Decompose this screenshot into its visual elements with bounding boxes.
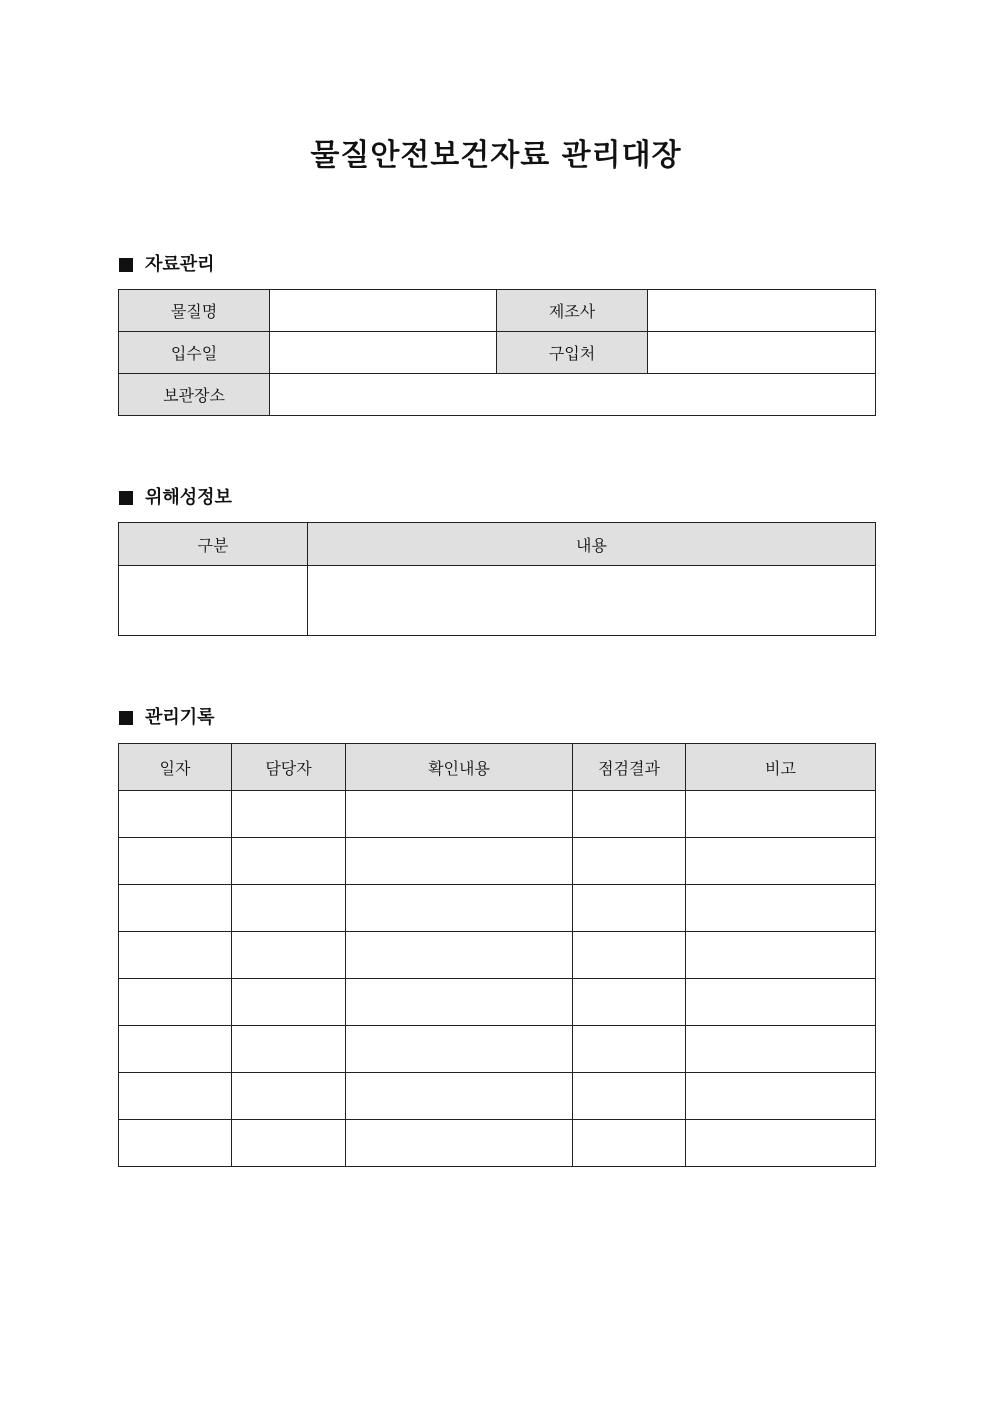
record-date-cell[interactable] xyxy=(119,1120,232,1167)
table-row xyxy=(119,1120,876,1167)
manufacturer-field[interactable] xyxy=(648,290,876,332)
manufacturer-label: 제조사 xyxy=(497,290,648,332)
receipt-date-field[interactable] xyxy=(270,332,497,374)
record-remarks-cell[interactable] xyxy=(686,791,876,838)
table-header-row xyxy=(119,744,876,791)
hazard-content-field[interactable] xyxy=(308,566,876,636)
record-remarks-cell[interactable] xyxy=(686,885,876,932)
table-row xyxy=(119,1073,876,1120)
record-person-cell[interactable] xyxy=(232,1073,346,1120)
record-details-cell[interactable] xyxy=(346,838,573,885)
section-heading-label: 위해성정보 xyxy=(145,487,232,508)
record-date-cell[interactable] xyxy=(119,1026,232,1073)
column-header-content: 내용 xyxy=(308,523,876,566)
record-result-cell[interactable] xyxy=(573,1026,686,1073)
record-result-cell[interactable] xyxy=(573,885,686,932)
substance-name-label: 물질명 xyxy=(119,290,270,332)
hazard-category-field[interactable] xyxy=(119,566,308,636)
table-row xyxy=(119,1026,876,1073)
record-person-cell[interactable] xyxy=(232,791,346,838)
section-heading-hazard-info xyxy=(119,486,232,510)
table-row xyxy=(119,932,876,979)
table-row xyxy=(119,791,876,838)
record-person-cell[interactable] xyxy=(232,885,346,932)
record-date-cell[interactable] xyxy=(119,791,232,838)
column-header-inspection-result: 점검결과 xyxy=(573,744,686,791)
hazard-info-table xyxy=(118,522,876,636)
page-title: 물질안전보건자료 관리대장 xyxy=(310,138,682,173)
section-heading-label: 관리기록 xyxy=(145,707,215,728)
column-header-check-details: 확인내용 xyxy=(346,744,573,791)
substance-name-field[interactable] xyxy=(270,290,497,332)
record-remarks-cell[interactable] xyxy=(686,1026,876,1073)
record-date-cell[interactable] xyxy=(119,979,232,1026)
data-management-table xyxy=(118,289,876,416)
management-records-table xyxy=(118,743,876,1167)
record-person-cell[interactable] xyxy=(232,838,346,885)
record-person-cell[interactable] xyxy=(232,1120,346,1167)
record-details-cell[interactable] xyxy=(346,1026,573,1073)
section-heading-label: 자료관리 xyxy=(145,254,215,275)
record-remarks-cell[interactable] xyxy=(686,932,876,979)
receipt-date-label: 입수일 xyxy=(119,332,270,374)
record-details-cell[interactable] xyxy=(346,885,573,932)
storage-location-label: 보관장소 xyxy=(119,374,270,416)
record-result-cell[interactable] xyxy=(573,932,686,979)
storage-location-field[interactable] xyxy=(270,374,876,416)
record-result-cell[interactable] xyxy=(573,838,686,885)
record-date-cell[interactable] xyxy=(119,932,232,979)
record-details-cell[interactable] xyxy=(346,979,573,1026)
record-details-cell[interactable] xyxy=(346,791,573,838)
record-result-cell[interactable] xyxy=(573,1073,686,1120)
square-bullet-icon xyxy=(119,258,133,272)
record-details-cell[interactable] xyxy=(346,1120,573,1167)
column-header-person-in-charge: 담당자 xyxy=(232,744,346,791)
record-remarks-cell[interactable] xyxy=(686,979,876,1026)
record-result-cell[interactable] xyxy=(573,1120,686,1167)
table-row xyxy=(119,566,876,636)
record-person-cell[interactable] xyxy=(232,932,346,979)
record-person-cell[interactable] xyxy=(232,979,346,1026)
record-person-cell[interactable] xyxy=(232,1026,346,1073)
square-bullet-icon xyxy=(119,491,133,505)
section-heading-management-records xyxy=(119,706,215,730)
table-header-row xyxy=(119,523,876,566)
column-header-remarks: 비고 xyxy=(686,744,876,791)
record-date-cell[interactable] xyxy=(119,838,232,885)
record-details-cell[interactable] xyxy=(346,1073,573,1120)
record-date-cell[interactable] xyxy=(119,885,232,932)
table-row xyxy=(119,838,876,885)
table-row xyxy=(119,290,876,332)
record-remarks-cell[interactable] xyxy=(686,838,876,885)
record-result-cell[interactable] xyxy=(573,979,686,1026)
record-remarks-cell[interactable] xyxy=(686,1073,876,1120)
column-header-category: 구분 xyxy=(119,523,308,566)
record-details-cell[interactable] xyxy=(346,932,573,979)
record-date-cell[interactable] xyxy=(119,1073,232,1120)
record-remarks-cell[interactable] xyxy=(686,1120,876,1167)
table-row xyxy=(119,885,876,932)
purchase-source-label: 구입처 xyxy=(497,332,648,374)
table-row xyxy=(119,332,876,374)
purchase-source-field[interactable] xyxy=(648,332,876,374)
table-row xyxy=(119,979,876,1026)
section-heading-data-management xyxy=(119,253,215,277)
table-row xyxy=(119,374,876,416)
column-header-date: 일자 xyxy=(119,744,232,791)
square-bullet-icon xyxy=(119,711,133,725)
record-result-cell[interactable] xyxy=(573,791,686,838)
